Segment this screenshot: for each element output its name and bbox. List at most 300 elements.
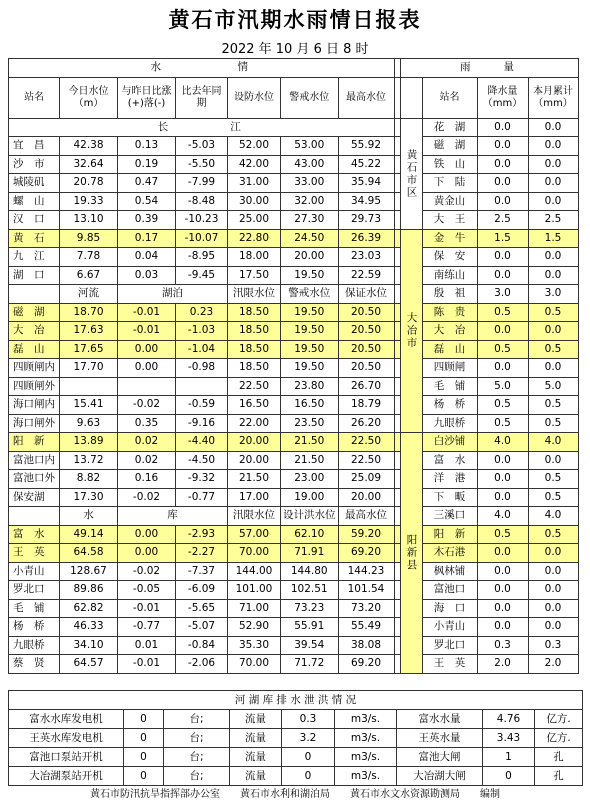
lake-row — [9, 433, 579, 452]
lake-header-cell: 河流 — [60, 285, 118, 304]
gap — [394, 636, 400, 655]
water-value: 0.39 — [118, 211, 176, 230]
water-value: 89.86 — [60, 581, 118, 600]
water-value: 35.30 — [228, 636, 281, 655]
water-value: -0.59 — [176, 396, 228, 415]
drainage-cell: 流量 — [230, 710, 282, 729]
water-value: 22.50 — [338, 451, 394, 470]
gap — [394, 155, 400, 174]
water-value: -0.98 — [176, 359, 228, 378]
water-header: 站名 — [9, 77, 60, 118]
water-value: 21.50 — [281, 451, 339, 470]
water-value: 23.00 — [281, 470, 339, 489]
water-value — [118, 377, 176, 396]
reservoir-row — [9, 544, 579, 563]
report-date: 2022 年 10 月 6 日 8 时 — [221, 42, 369, 57]
water-value: -4.50 — [176, 451, 228, 470]
rain-month-total: 0.0 — [528, 581, 578, 600]
water-value: 0.00 — [118, 359, 176, 378]
rain-month-total: 2.0 — [528, 655, 578, 674]
water-value: -0.01 — [118, 599, 176, 618]
drainage-cell: 富水水量 — [397, 710, 483, 729]
rain-month-total: 3.0 — [528, 285, 578, 304]
water-value: 144.80 — [281, 562, 339, 581]
drainage-row — [9, 748, 583, 767]
gap — [394, 396, 400, 415]
water-value: 39.54 — [281, 636, 339, 655]
rain-header-blank — [400, 77, 422, 118]
gap — [394, 581, 400, 600]
drainage-cell: m3/s. — [335, 729, 397, 748]
gap — [394, 248, 400, 267]
reservoir-row — [9, 562, 579, 581]
water-value: 13.89 — [60, 433, 118, 452]
water-value: 42.00 — [228, 155, 281, 174]
row-label — [9, 118, 579, 137]
station-name: 磊 山 — [9, 340, 60, 359]
water-value: 20.00 — [338, 488, 394, 507]
gap — [394, 192, 400, 211]
water-value: -2.27 — [176, 544, 228, 563]
rain-value: 0.5 — [477, 396, 528, 415]
lake-row — [9, 322, 579, 341]
water-value: 18.50 — [228, 322, 281, 341]
water-value: 0.23 — [176, 303, 228, 322]
drainage-cell: 富水水库发电机 — [9, 710, 124, 729]
rain-station: 富 水 — [422, 451, 477, 470]
rain-station: 小青山 — [422, 618, 477, 637]
rain-month-total: 0.0 — [528, 155, 578, 174]
rain-value: 4.0 — [477, 433, 528, 452]
water-value: 73.23 — [281, 599, 339, 618]
lake-row — [9, 470, 579, 489]
gap — [394, 470, 400, 489]
rain-value: 0.0 — [477, 266, 528, 285]
water-value: 128.67 — [60, 562, 118, 581]
gap — [394, 137, 400, 156]
water-value: 0.54 — [118, 192, 176, 211]
reservoir-row — [9, 581, 579, 600]
gap — [394, 377, 400, 396]
gap — [394, 340, 400, 359]
rain-station: 大 王 — [422, 211, 477, 230]
drainage-cell: 0.3 — [282, 710, 335, 729]
water-value — [60, 377, 118, 396]
station-name: 富池口内 — [9, 451, 60, 470]
rain-station: 白沙铺 — [422, 433, 477, 452]
water-value: 53.00 — [281, 137, 339, 156]
rain-value: 0.0 — [477, 155, 528, 174]
rain-station: 磁 湖 — [422, 137, 477, 156]
gap — [394, 414, 400, 433]
rain-header: 站名 — [422, 77, 477, 118]
rain-month-total: 0.0 — [528, 266, 578, 285]
water-value: 42.38 — [60, 137, 118, 156]
station-name: 四顾闸外 — [9, 377, 60, 396]
blank-cell — [9, 507, 60, 526]
rain-station: 罗北口 — [422, 636, 477, 655]
drainage-cell: 0 — [124, 767, 164, 786]
water-value: 62.82 — [60, 599, 118, 618]
water-value: 16.50 — [228, 396, 281, 415]
reservoir-row — [9, 599, 579, 618]
water-value: 0.00 — [118, 525, 176, 544]
gap — [394, 599, 400, 618]
water-value: -4.40 — [176, 433, 228, 452]
water-value: 30.00 — [228, 192, 281, 211]
water-value: 19.00 — [281, 488, 339, 507]
water-value: 0.17 — [118, 229, 176, 248]
rain-station: 花 湖 — [422, 118, 477, 137]
rain-value: 0.0 — [477, 248, 528, 267]
reservoir-header-cell: 设计洪水位 — [281, 507, 339, 526]
water-value: 9.85 — [60, 229, 118, 248]
rain-value: 0.5 — [477, 303, 528, 322]
water-value: -0.01 — [118, 322, 176, 341]
rain-month-total: 0.0 — [528, 118, 578, 137]
rain-station: 九眼桥 — [422, 414, 477, 433]
water-value: 26.70 — [338, 377, 394, 396]
river-row — [9, 137, 579, 156]
water-value: 22.50 — [338, 433, 394, 452]
row-sub — [9, 285, 579, 304]
water-value: 71.91 — [281, 544, 339, 563]
water-value: 22.59 — [338, 266, 394, 285]
water-value: 49.14 — [60, 525, 118, 544]
rain-month-total: 4.0 — [528, 433, 578, 452]
water-value: 43.00 — [281, 155, 339, 174]
station-name: 汉 口 — [9, 211, 60, 230]
rain-value: 0.0 — [477, 470, 528, 489]
reservoir-header-cell: 水 — [60, 507, 118, 526]
water-value: 18.79 — [338, 396, 394, 415]
rain-value: 0.0 — [477, 562, 528, 581]
gap — [394, 285, 400, 304]
water-value: 18.00 — [228, 248, 281, 267]
water-value: 17.63 — [60, 322, 118, 341]
water-value: 55.49 — [338, 618, 394, 637]
rain-value: 0.3 — [477, 636, 528, 655]
drainage-title: 河 湖 库 排 水 泄 洪 情 况 — [9, 691, 583, 710]
drainage-cell: 王英水库发电机 — [9, 729, 124, 748]
water-value: 19.50 — [281, 322, 339, 341]
drainage-cell: 富池大闸 — [397, 748, 483, 767]
water-value: 13.72 — [60, 451, 118, 470]
gap — [394, 451, 400, 470]
water-value: 20.78 — [60, 174, 118, 193]
drainage-cell: 0 — [282, 767, 335, 786]
water-value: 6.67 — [60, 266, 118, 285]
rain-section-title: 雨 量 — [400, 59, 578, 78]
water-value: 32.64 — [60, 155, 118, 174]
water-value: -2.06 — [176, 655, 228, 674]
rain-value: 1.5 — [477, 229, 528, 248]
rain-station: 王 英 — [422, 655, 477, 674]
water-value: 0.16 — [118, 470, 176, 489]
water-value: 19.50 — [281, 303, 339, 322]
water-value: 31.00 — [228, 174, 281, 193]
rain-station: 海 口 — [422, 599, 477, 618]
water-value: 20.50 — [338, 359, 394, 378]
rain-value: 0.5 — [477, 525, 528, 544]
drainage-cell: 孔 — [535, 767, 583, 786]
water-value: -10.23 — [176, 211, 228, 230]
water-value: 34.95 — [338, 192, 394, 211]
drainage-cell: 0 — [282, 748, 335, 767]
rain-region: 黄石市区 — [400, 118, 422, 229]
water-value: 64.57 — [60, 655, 118, 674]
water-header: 警戒水位 — [281, 77, 339, 118]
gap — [394, 544, 400, 563]
water-value: -0.01 — [118, 303, 176, 322]
station-name: 杨 桥 — [9, 618, 60, 637]
station-name: 九眼桥 — [9, 636, 60, 655]
drainage-row — [9, 729, 583, 748]
station-name: 磁 湖 — [9, 303, 60, 322]
water-section-title: 水 情 — [9, 59, 395, 78]
river-row — [9, 211, 579, 230]
station-name: 螺 山 — [9, 192, 60, 211]
lake-header-cell: 汛限水位 — [228, 285, 281, 304]
drainage-cell: 流量 — [230, 767, 282, 786]
water-value: 7.78 — [60, 248, 118, 267]
water-value: 69.20 — [338, 544, 394, 563]
water-value: 52.00 — [228, 137, 281, 156]
rain-value: 0.0 — [477, 618, 528, 637]
reservoir-row — [9, 525, 579, 544]
rain-value: 0.0 — [477, 359, 528, 378]
water-value: 20.50 — [338, 322, 394, 341]
water-value: 52.90 — [228, 618, 281, 637]
water-value: -5.65 — [176, 599, 228, 618]
water-value: 23.03 — [338, 248, 394, 267]
rain-month-total: 4.0 — [528, 507, 578, 526]
rain-month-total: 0.0 — [528, 137, 578, 156]
reservoir-row — [9, 655, 579, 674]
water-value: 21.50 — [281, 433, 339, 452]
water-value: 21.50 — [228, 470, 281, 489]
water-value: 17.30 — [60, 488, 118, 507]
water-value: 144.23 — [338, 562, 394, 581]
blank-cell — [9, 285, 60, 304]
water-value: 0.01 — [118, 636, 176, 655]
lake-row — [9, 340, 579, 359]
water-value: -2.93 — [176, 525, 228, 544]
rain-station: 富池口 — [422, 581, 477, 600]
reservoir-row — [9, 636, 579, 655]
river-row — [9, 155, 579, 174]
row-sec — [9, 59, 579, 78]
rain-month-total: 0.0 — [528, 359, 578, 378]
drainage-cell: 王英水量 — [397, 729, 483, 748]
water-value: 0.47 — [118, 174, 176, 193]
rain-station: 黄金山 — [422, 192, 477, 211]
rain-value: 0.0 — [477, 544, 528, 563]
drainage-row — [9, 767, 583, 786]
water-value: 73.20 — [338, 599, 394, 618]
river-row — [9, 174, 579, 193]
water-value: 19.50 — [281, 266, 339, 285]
water-value: 22.80 — [228, 229, 281, 248]
rain-station: 木石港 — [422, 544, 477, 563]
gap — [394, 174, 400, 193]
rain-value: 0.5 — [477, 414, 528, 433]
water-value: 69.20 — [338, 655, 394, 674]
station-name: 罗北口 — [9, 581, 60, 600]
drainage-cell: 台; — [164, 767, 230, 786]
water-value: 101.00 — [228, 581, 281, 600]
rain-station: 枫林铺 — [422, 562, 477, 581]
rain-station: 金 牛 — [422, 229, 477, 248]
water-value: 20.00 — [281, 248, 339, 267]
water-value: 17.00 — [228, 488, 281, 507]
station-name: 富 水 — [9, 525, 60, 544]
rain-month-total: 0.0 — [528, 618, 578, 637]
rain-value: 0.0 — [477, 322, 528, 341]
rain-value: 0.0 — [477, 451, 528, 470]
station-name: 大 冶 — [9, 322, 60, 341]
station-name: 毛 铺 — [9, 599, 60, 618]
drainage-cell: 亿方. — [535, 710, 583, 729]
water-value: -1.03 — [176, 322, 228, 341]
water-value: 8.82 — [60, 470, 118, 489]
gap — [394, 507, 400, 526]
lake-row — [9, 414, 579, 433]
station-name: 蔡 贤 — [9, 655, 60, 674]
river-label: 长 江 — [9, 118, 395, 137]
water-value: -0.02 — [118, 396, 176, 415]
water-value: 71.72 — [281, 655, 339, 674]
water-value: -8.48 — [176, 192, 228, 211]
rain-station: 四顾闸 — [422, 359, 477, 378]
water-value: 144.00 — [228, 562, 281, 581]
water-value: 13.10 — [60, 211, 118, 230]
rain-value: 0.0 — [477, 137, 528, 156]
lake-header-cell: 警戒水位 — [281, 285, 339, 304]
drainage-cell: 大冶湖泵站开机 — [9, 767, 124, 786]
water-value: 59.20 — [338, 525, 394, 544]
water-value: 26.39 — [338, 229, 394, 248]
rain-value: 0.0 — [477, 488, 528, 507]
rain-station: 下 陆 — [422, 174, 477, 193]
water-value: 70.00 — [228, 655, 281, 674]
lake-row — [9, 303, 579, 322]
water-header: 最高水位 — [338, 77, 394, 118]
water-value: -7.37 — [176, 562, 228, 581]
drainage-cell: m3/s. — [335, 710, 397, 729]
drainage-cell: 3.43 — [483, 729, 535, 748]
lake-row — [9, 359, 579, 378]
water-value: -0.02 — [118, 488, 176, 507]
rain-month-total: 0.5 — [528, 396, 578, 415]
water-value: 20.00 — [228, 433, 281, 452]
drainage-cell: 富池口泵站开机 — [9, 748, 124, 767]
water-value: 33.00 — [281, 174, 339, 193]
reservoir-header-cell: 库 — [118, 507, 228, 526]
rain-month-total: 0.5 — [528, 303, 578, 322]
water-value: 17.50 — [228, 266, 281, 285]
water-value: 70.00 — [228, 544, 281, 563]
rain-station: 南练山 — [422, 266, 477, 285]
rain-month-total: 0.0 — [528, 562, 578, 581]
water-value: -7.99 — [176, 174, 228, 193]
water-value: 20.50 — [338, 303, 394, 322]
rain-month-total: 2.5 — [528, 211, 578, 230]
water-value: 20.50 — [338, 340, 394, 359]
water-value: -0.84 — [176, 636, 228, 655]
rain-month-total: 0.0 — [528, 599, 578, 618]
reservoir-header-cell: 最高水位 — [338, 507, 394, 526]
water-value: 22.50 — [228, 377, 281, 396]
water-value: 20.00 — [228, 451, 281, 470]
station-name: 富池口外 — [9, 470, 60, 489]
rain-station: 保 安 — [422, 248, 477, 267]
water-value: 16.50 — [281, 396, 339, 415]
station-name: 黄 石 — [9, 229, 60, 248]
water-value: 19.50 — [281, 359, 339, 378]
rain-station: 毛 铺 — [422, 377, 477, 396]
rain-month-total: 0.0 — [528, 451, 578, 470]
drainage-cell: 4.76 — [483, 710, 535, 729]
rain-station: 下 畈 — [422, 488, 477, 507]
lake-row — [9, 488, 579, 507]
rain-value: 0.5 — [477, 340, 528, 359]
reservoir-row — [9, 618, 579, 637]
rain-value: 0.0 — [477, 192, 528, 211]
station-name: 沙 市 — [9, 155, 60, 174]
water-value: 18.70 — [60, 303, 118, 322]
gap — [394, 618, 400, 637]
rain-region: 大冶市 — [400, 229, 422, 433]
water-rain-table — [8, 58, 579, 674]
reservoir-header-cell: 汛限水位 — [228, 507, 281, 526]
rain-month-total: 0.5 — [528, 525, 578, 544]
water-value: 45.22 — [338, 155, 394, 174]
rain-month-total: 0.5 — [528, 414, 578, 433]
water-value: 62.10 — [281, 525, 339, 544]
drainage-cell: 孔 — [535, 748, 583, 767]
water-value: -0.77 — [176, 488, 228, 507]
water-value: 27.30 — [281, 211, 339, 230]
rain-month-total: 0.3 — [528, 636, 578, 655]
rain-value: 4.0 — [477, 507, 528, 526]
rain-month-total: 0.0 — [528, 174, 578, 193]
water-value: 46.33 — [60, 618, 118, 637]
drainage-cell: 0 — [124, 729, 164, 748]
gap — [394, 488, 400, 507]
drainage-cell: m3/s. — [335, 748, 397, 767]
rain-region: 阳新县 — [400, 433, 422, 674]
water-value: -0.02 — [118, 562, 176, 581]
water-value: 34.10 — [60, 636, 118, 655]
water-value: 32.00 — [281, 192, 339, 211]
water-value: 25.00 — [228, 211, 281, 230]
rain-month-total: 0.0 — [528, 544, 578, 563]
row-sub — [9, 507, 579, 526]
lake-header-cell: 湖泊 — [118, 285, 228, 304]
station-name: 九 江 — [9, 248, 60, 267]
water-value: 0.19 — [118, 155, 176, 174]
water-value: 19.33 — [60, 192, 118, 211]
water-value: 17.70 — [60, 359, 118, 378]
water-value: 0.00 — [118, 340, 176, 359]
water-value: 55.92 — [338, 137, 394, 156]
water-value: -9.16 — [176, 414, 228, 433]
water-value: -5.07 — [176, 618, 228, 637]
water-header: 今日水位（m） — [60, 77, 118, 118]
rain-station: 磊 山 — [422, 340, 477, 359]
water-value: -5.50 — [176, 155, 228, 174]
